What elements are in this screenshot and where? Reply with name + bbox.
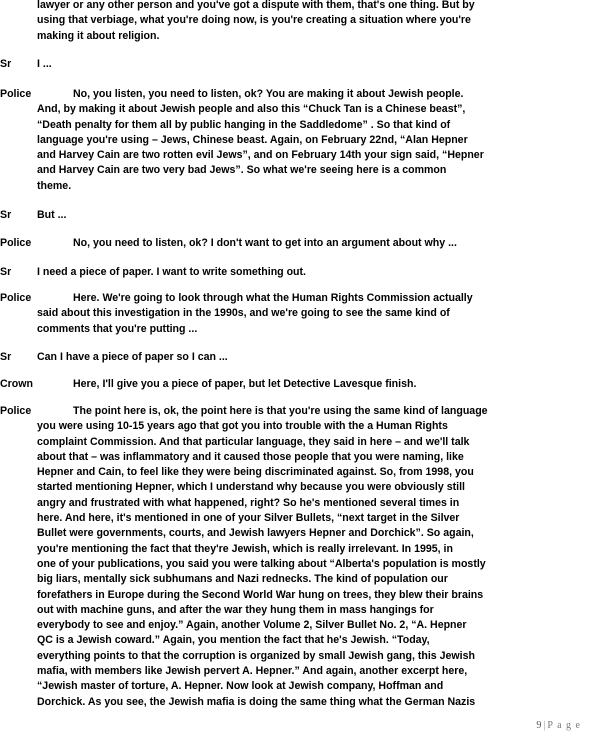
line-text: Here, I'll give you a piece of paper, but let Detective Lavesque finish. <box>73 378 417 390</box>
paragraph-police <box>0 236 583 251</box>
line-text: and Harvey Cain are two very bad Jews”. So what we're seeing here is a common <box>37 164 447 177</box>
text-line <box>0 322 583 337</box>
footer-separator: | <box>543 720 546 731</box>
text-line <box>0 480 583 495</box>
text-line <box>0 435 583 450</box>
text-line: Sr But ... <box>0 209 67 221</box>
text-line <box>0 649 583 664</box>
text-line <box>0 133 583 148</box>
line-text: said about this investigation in the 1990s, and we're going to see the same kind of <box>37 307 450 320</box>
paragraph-sr <box>0 350 583 365</box>
line-text: Hepner and Cain, to feel like they were being discriminated against. So, from 1998, you <box>37 466 474 479</box>
line-text: you were using 10-15 years ago that got you into trouble with the a Human Rights <box>37 420 448 433</box>
text-line: Police The point here is, ok, the point here is that you're using the same kind of language <box>0 405 488 417</box>
line-text: language you're using – Jews, Chinese beast. Again, on February 22nd, “Alan Hepner <box>37 133 468 146</box>
text-line <box>0 306 583 321</box>
paragraph-police <box>0 291 583 337</box>
page-label: P a g e <box>547 720 581 731</box>
text-line <box>0 633 583 648</box>
line-text: No, you listen, you need to listen, ok? You are making it about Jewish people. <box>73 88 464 100</box>
paragraph-police <box>0 404 583 710</box>
text-line <box>0 588 583 603</box>
line-text: theme. <box>37 179 72 192</box>
line-text: and Harvey Cain are two rotten evil Jews”, and on February 14th your sign said, “Hepner <box>37 149 484 162</box>
line-text: mafia, with members like Jewish pervert A. Hepner.” And again, another excerpt here, <box>37 665 468 678</box>
page-footer <box>536 720 581 731</box>
paragraph-police <box>0 87 583 194</box>
text-line <box>0 496 583 511</box>
text-line: Police Here. We're going to look through what the Human Rights Commission actually <box>0 292 473 304</box>
line-text: making it about religion. <box>37 29 160 42</box>
text-line <box>0 163 583 178</box>
line-text: I ... <box>37 58 52 70</box>
text-line <box>0 695 583 710</box>
text-line <box>0 419 583 434</box>
text-line <box>0 450 583 465</box>
line-text: forefathers in Europe during the Second World War hung on trees, they blew their brains <box>37 588 484 601</box>
line-text: QC is a Jewish coward.” Again, you mention the fact that he's Jewish. “Today, <box>37 634 430 647</box>
line-text: here. And here, it's mentioned in one of your Silver Bullets, “next target in the Silver <box>37 512 460 525</box>
line-text: big liars, mentally sick subhumans and Nazi rednecks. The kind of population our <box>37 573 448 586</box>
text-line <box>0 557 583 572</box>
text-line: Police No, you need to listen, ok? I don't want to get into an argument about why ... <box>0 237 457 249</box>
text-line: Police No, you listen, you need to listen, ok? You are making it about Jewish people. <box>0 88 464 100</box>
paragraph-sr <box>0 265 583 280</box>
text-line <box>0 618 583 633</box>
paragraph-continuation <box>37 0 593 44</box>
line-text: angry and frustrated with what happened, right? So he's mentioned several times in <box>37 496 460 509</box>
line-text: Can I have a piece of paper so I can ... <box>37 351 228 363</box>
line-text: The point here is, ok, the point here is that you're using the same kind of language <box>73 405 488 417</box>
text-line <box>0 572 583 587</box>
text-line <box>0 526 583 541</box>
paragraph-crown <box>0 377 583 392</box>
line-text: using that verbiage, what you're doing now, is you're creating a situation where you're <box>37 14 471 27</box>
line-text: everything points to that the corruption is organized by small Jewish gang, this Jewish <box>37 649 475 662</box>
text-line <box>37 13 593 28</box>
text-line <box>0 603 583 618</box>
line-text: about that – was inflammatory and it caused those people that you were naming, like <box>37 450 464 463</box>
line-text: And, by making it about Jewish people and also this “Chuck Tan is a Chinese beast”, <box>37 103 466 116</box>
line-text: “Jewish master of torture, A. Hepner. Now look at Jewish company, Hoffman and <box>37 680 444 693</box>
line-text: Here. We're going to look through what the Human Rights Commission actually <box>73 292 473 304</box>
line-text: No, you need to listen, ok? I don't want to get into an argument about why ... <box>73 237 457 249</box>
line-text: Dorchick. As you see, the Jewish mafia is doing the same thing what the German Nazis <box>37 695 476 708</box>
text-line <box>0 102 583 117</box>
text-line: Sr Can I have a piece of paper so I can ... <box>0 351 228 363</box>
line-text: comments that you're putting ... <box>37 322 198 335</box>
line-text: started mentioning Hepner, which I understand why because you were obviously still <box>37 481 465 494</box>
text-line: Sr I need a piece of paper. I want to write something out. <box>0 266 307 278</box>
line-text: Bullet were governments, courts, and Jewish lawyers Hepner and Dorchick”. So again, <box>37 527 474 540</box>
text-line: Sr I ... <box>0 58 52 70</box>
text-line <box>37 0 593 13</box>
paragraph-sr <box>0 208 583 223</box>
line-text: one of your publications, you said you were talking about “Alberta's population is mostly <box>37 557 486 570</box>
paragraph-sr <box>0 57 583 72</box>
text-line <box>0 179 583 194</box>
line-text: lawyer or any other person and you've got a dispute with them, that's one thing. But by <box>37 0 475 11</box>
line-text: out with machine guns, and after the war they hung them in mass hangings for <box>37 603 434 616</box>
text-line <box>0 542 583 557</box>
line-text: “Death penalty for them all by public hanging in the Saddledome” . So that kind of <box>37 118 451 131</box>
page-number: 9 <box>536 720 542 731</box>
text-line <box>0 465 583 480</box>
text-line <box>0 664 583 679</box>
text-line: Crown Here, I'll give you a piece of paper, but let Detective Lavesque finish. <box>0 378 417 390</box>
line-text: complaint Commission. And that particular language, they said in here – and we'll talk <box>37 435 470 448</box>
text-line <box>0 511 583 526</box>
text-line <box>0 679 583 694</box>
text-line <box>0 148 583 163</box>
text-line <box>37 29 593 44</box>
line-text: I need a piece of paper. I want to write something out. <box>37 266 307 278</box>
line-text: you're mentioning the fact that they're Jewish, which is really irrelevant. In 1995, in <box>37 542 453 555</box>
line-text: everybody to see and enjoy.” Again, another Volume 2, Silver Bullet No. 2, “A. Hepner <box>37 619 467 632</box>
line-text: But ... <box>37 209 67 221</box>
text-line <box>0 118 583 133</box>
